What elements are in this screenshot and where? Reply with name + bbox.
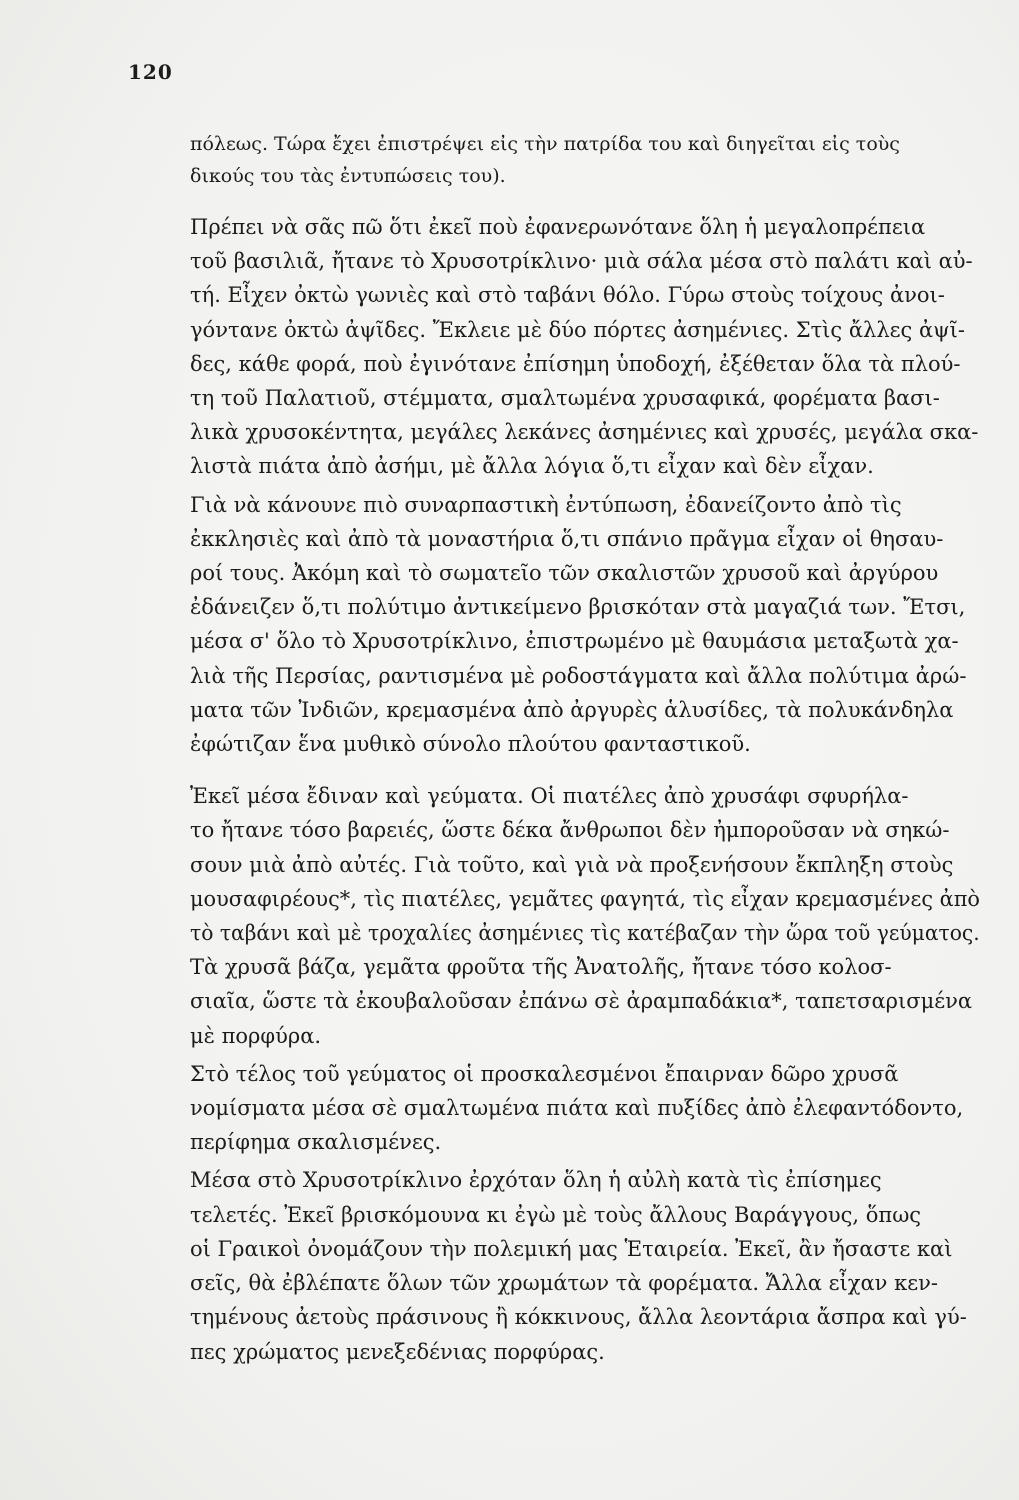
page-number: 120 (128, 60, 173, 84)
text-line: τή. Εἶχεν ὀκτὼ γωνιὲς καὶ στὸ ταβάνι θόλο. Γύρω στοὺς τοίχους ἀνοι- (190, 283, 945, 308)
paragraph-5 (190, 1057, 980, 1160)
text-line: ροί τους. Ἀκόμη καὶ τὸ σωματεῖο τῶν σκαλιστῶν χρυσοῦ καὶ ἀργύρου (190, 561, 939, 586)
text-line: σουν μιὰ ἀπὸ αὐτές. Γιὰ τοῦτο, καὶ γιὰ νὰ προξενήσουν ἔκπληξη στοὺς (190, 852, 954, 877)
text-line: οἱ Γραικοὶ ὀνομάζουν τὴν πολεμική μας Ἑταιρεία. Ἐκεῖ, ἂν ἤσαστε καὶ (190, 1236, 953, 1261)
intro-note (190, 128, 980, 192)
text-line: Μέσα στὸ Χρυσοτρίκλινο ἐρχόταν ὅλη ἡ αὐλὴ κατὰ τὶς ἐπίσημες (190, 1168, 882, 1193)
text-line: ἐδάνειζεν ὅ,τι πολύτιμο ἀντικείμενο βρισκόταν στὰ μαγαζιά των. Ἔτσι, (190, 595, 966, 620)
text-line: περίφημα σκαλισμένες. (190, 1130, 442, 1155)
text-line: Στὸ τέλος τοῦ γεύματος οἱ προσκαλεσμένοι ἔπαιρναν δῶρο χρυσᾶ (190, 1061, 899, 1086)
text-line: γόντανε ὀκτὼ ἀψῖδες. Ἔκλειε μὲ δύο πόρτες ἀσημένιες. Στὶς ἄλλες ἀψῖ- (190, 317, 965, 342)
text-line: τημένους ἀετοὺς πράσινους ἢ κόκκινους, ἄλλα λεοντάρια ἄσπρα καὶ γύ- (190, 1305, 967, 1330)
text-line: μέσα σ' ὅλο τὸ Χρυσοτρίκλινο, ἐπιστρωμένο μὲ θαυμάσια μεταξωτὰ χα- (190, 629, 959, 654)
body-text (190, 210, 980, 1369)
text-line: τοῦ βασιλιᾶ, ἤτανε τὸ Χρυσοτρίκλινο· μιὰ σάλα μέσα στὸ παλάτι καὶ αὐ- (190, 249, 973, 274)
text-line: πόλεως. Τώρα ἔχει ἐπιστρέψει εἰς τὴν πατρίδα του καὶ διηγεῖται εἰς τοὺς (190, 133, 900, 155)
text-line: ἐκκλησιὲς καὶ ἀπὸ τὰ μοναστήρια ὅ,τι σπάνιο πρᾶγμα εἶχαν οἱ θησαυ- (190, 526, 944, 551)
paragraph-6 (190, 1163, 980, 1368)
text-line: λιὰ τῆς Περσίας, ραντισμένα μὲ ροδοστάγματα καὶ ἄλλα πολύτιμα ἀρώ- (190, 663, 967, 688)
text-line: λιστὰ πιάτα ἀπὸ ἀσήμι, μὲ ἄλλα λόγια ὅ,τι εἶχαν καὶ δὲν εἶχαν. (190, 454, 874, 479)
text-line: μουσαφιρέους*, τὶς πιατέλες, γεμᾶτες φαγητά, τὶς εἶχαν κρεμασμένες ἀπὸ (190, 886, 980, 911)
text-line: μὲ πορφύρα. (190, 1023, 322, 1048)
text-line: δες, κάθε φορά, ποὺ ἐγινότανε ἐπίσημη ὑποδοχή, ἐξέθεταν ὅλα τὰ πλού- (190, 351, 961, 376)
text-line: τὸ ταβάνι καὶ μὲ τροχαλίες ἀσημένιες τὶς κατέβαζαν τὴν ὥρα τοῦ γεύματος. (190, 921, 980, 946)
text-line: τελετές. Ἐκεῖ βρισκόμουνα κι ἐγὼ μὲ τοὺς ἄλλους Βαράγγους, ὅπως (190, 1202, 922, 1227)
paragraph-1 (190, 210, 980, 484)
text-line: πες χρώματος μενεξεδένιας πορφύρας. (190, 1339, 605, 1364)
text-line: Ἐκεῖ μέσα ἔδιναν καὶ γεύματα. Οἱ πιατέλες ἀπὸ χρυσάφι σφυρήλα- (190, 784, 909, 809)
text-line: σιαῖα, ὥστε τὰ ἐκουβαλοῦσαν ἐπάνω σὲ ἀραμπαδάκια*, ταπετσαρισμένα (190, 989, 973, 1014)
text-line: νομίσματα μέσα σὲ σμαλτωμένα πιάτα καὶ πυξίδες ἀπὸ ἐλεφαντόδοντο, (190, 1096, 964, 1121)
paragraph-3 (190, 779, 980, 950)
text-line: λικὰ χρυσοκέντητα, μεγάλες λεκάνες ἀσημένιες καὶ χρυσές, μεγάλα σκα- (190, 420, 979, 445)
text-line: Πρέπει νὰ σᾶς πῶ ὅτι ἐκεῖ ποὺ ἐφανερωνότανε ὅλη ἡ μεγαλοπρέπεια (190, 215, 926, 239)
paragraph-2 (190, 488, 980, 762)
text-line: σεῖς, θὰ ἐβλέπατε ὅλων τῶν χρωμάτων τὰ φορέματα. Ἄλλα εἶχαν κεν- (190, 1271, 938, 1296)
text-line: δικούς του τὰς ἐντυπώσεις του). (190, 165, 506, 187)
text-line: το ἤτανε τόσο βαρειές, ὥστε δέκα ἄνθρωποι δὲν ἠμποροῦσαν νὰ σηκώ- (190, 818, 950, 843)
text-line: ματα τῶν Ἰνδιῶν, κρεμασμένα ἀπὸ ἀργυρὲς ἁλυσίδες, τὰ πολυκάνδηλα (190, 697, 954, 722)
paragraph-4 (190, 950, 980, 1053)
text-line: τη τοῦ Παλατιοῦ, στέμματα, σμαλτωμένα χρυσαφικά, φορέματα βασι- (190, 386, 940, 411)
text-line: Τὰ χρυσᾶ βάζα, γεμᾶτα φροῦτα τῆς Ἀνατολῆς, ἤτανε τόσο κολοσ- (190, 955, 892, 980)
text-line: ἐφώτιζαν ἕνα μυθικὸ σύνολο πλούτου φανταστικοῦ. (190, 732, 751, 757)
text-line: Γιὰ νὰ κάνουνε πιὸ συναρπαστικὴ ἐντύπωση, ἐδανείζοντο ἀπὸ τὶς (190, 492, 902, 517)
